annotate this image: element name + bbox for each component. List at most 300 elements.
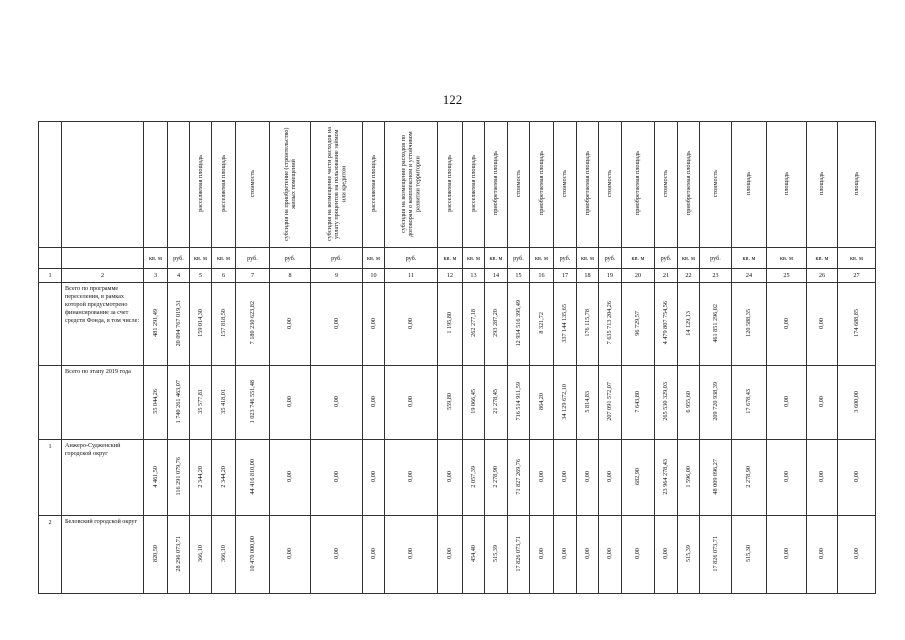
value-text: 12 934 516 395,49 [514, 299, 522, 347]
value-text: 0,00 [407, 317, 415, 329]
value-text: 7 635 713 204,26 [606, 301, 614, 345]
value-cell-col-17 [554, 283, 577, 366]
value-cell-col-24 [732, 516, 767, 594]
value-cell-col-6 [212, 516, 236, 594]
value-text: 3 600,00 [852, 390, 860, 413]
header-label-7: стоимость [248, 169, 256, 198]
unit-cell-5: кв. м [190, 248, 212, 269]
value-cell-col-14 [485, 283, 508, 366]
value-text: 0,00 [286, 396, 294, 407]
header-cell-17 [554, 122, 577, 248]
value-cell-col-8 [270, 440, 311, 516]
value-cell-col-3 [144, 283, 168, 366]
column-number-14: 14 [485, 269, 508, 283]
value-cell-col-27 [838, 366, 876, 440]
value-cell-col-15 [508, 366, 530, 440]
value-cell-col-9 [311, 516, 363, 594]
unit-cell-9: руб. [311, 248, 363, 269]
value-text: 2 278,90 [745, 465, 753, 488]
unit-cell-22: кв. м [678, 248, 700, 269]
column-number-4: 4 [168, 269, 190, 283]
unit-cell-25: кв. м [767, 248, 807, 269]
value-cell-col-25 [767, 283, 807, 366]
column-number-23: 23 [700, 269, 732, 283]
value-text: 159 014,30 [196, 309, 204, 337]
value-cell-col-16 [530, 283, 554, 366]
header-cell-2 [62, 122, 144, 248]
header-label-14: приобретаемая площадь [492, 151, 500, 216]
column-number-11: 11 [385, 269, 438, 283]
value-text: 0,00 [782, 396, 790, 407]
value-cell-col-10 [363, 440, 385, 516]
value-cell-col-27 [838, 440, 876, 516]
value-cell-col-15 [508, 516, 530, 594]
value-cell-col-11 [385, 366, 438, 440]
header-cell-15 [508, 122, 530, 248]
value-cell-col-8 [270, 516, 311, 594]
value-text: 1 023 746 551,48 [248, 379, 256, 424]
column-number-2: 2 [62, 269, 144, 283]
value-text: 0,00 [369, 317, 377, 329]
value-cell-col-7 [236, 440, 270, 516]
value-cell-col-5 [190, 440, 212, 516]
value-text: 0,00 [782, 471, 790, 482]
value-cell-col-24 [732, 283, 767, 366]
value-text: 0,00 [818, 317, 826, 329]
value-cell-col-4 [168, 283, 190, 366]
unit-cell-26: кв. м [807, 248, 838, 269]
row-index: 2 [39, 516, 62, 594]
value-text: 14 129,13 [684, 310, 692, 336]
value-text: 2 057,39 [469, 465, 477, 488]
value-cell-col-22 [678, 283, 700, 366]
value-text: 48 009 096,27 [711, 458, 719, 495]
column-number-8: 8 [270, 269, 311, 283]
row-index [39, 283, 62, 366]
column-number-12: 12 [438, 269, 463, 283]
value-cell-col-13 [463, 366, 485, 440]
header-label-21: стоимость [662, 169, 670, 198]
value-cell-col-5 [190, 516, 212, 594]
header-label-25: площадь [782, 172, 790, 195]
value-cell-col-17 [554, 516, 577, 594]
value-cell-col-14 [485, 440, 508, 516]
value-text: 1 740 261 463,07 [174, 379, 182, 424]
value-text: 337 144 135,65 [561, 303, 569, 343]
value-cell-col-13 [463, 516, 485, 594]
value-cell-col-21 [655, 366, 678, 440]
value-text: 0,00 [852, 471, 860, 482]
header-cell-6 [212, 122, 236, 248]
value-text: 2 344,20 [219, 465, 227, 488]
value-text: 0,00 [782, 317, 790, 329]
unit-cell-23: руб. [700, 248, 732, 269]
value-cell-col-11 [385, 440, 438, 516]
header-label-23: стоимость [711, 169, 719, 198]
value-cell-col-4 [168, 440, 190, 516]
column-number-row [39, 269, 876, 283]
unit-cell-16: кв. м [530, 248, 554, 269]
header-label-15: стоимость [514, 169, 522, 198]
row-name: Анжеро-Судженский городской округ [62, 440, 144, 516]
value-text: 820,50 [151, 544, 159, 562]
value-text: 0,00 [606, 471, 614, 482]
header-label-16: приобретаемая площадь [537, 151, 545, 216]
unit-cell-1 [39, 248, 62, 269]
unit-cell-11: руб. [385, 248, 438, 269]
value-cell-col-9 [311, 440, 363, 516]
value-cell-col-8 [270, 366, 311, 440]
value-text: 0,00 [583, 471, 591, 482]
value-text: 864,20 [537, 392, 545, 410]
unit-cell-20: кв. м [622, 248, 655, 269]
value-cell-col-4 [168, 366, 190, 440]
value-cell-col-24 [732, 440, 767, 516]
unit-cell-15: руб. [508, 248, 530, 269]
value-cell-col-12 [438, 366, 463, 440]
value-text: 4 461,50 [151, 465, 159, 488]
value-text: 28 296 073,71 [174, 535, 182, 572]
header-label-9: субсидия на возмещение части расходов на уплату процентов на пользование займом или кредитом [325, 126, 348, 241]
value-text: 1 596,00 [684, 465, 692, 488]
value-text: 454,40 [469, 544, 477, 562]
value-text: 120 588,35 [745, 309, 753, 337]
header-cell-18 [577, 122, 599, 248]
value-text: 0,00 [782, 548, 790, 559]
value-text: 0,00 [332, 317, 340, 329]
value-text: 515,39 [492, 544, 500, 562]
value-text: 559,80 [446, 392, 454, 410]
header-cell-4 [168, 122, 190, 248]
value-cell-col-7 [236, 516, 270, 594]
column-number-6: 6 [212, 269, 236, 283]
value-cell-col-26 [807, 366, 838, 440]
table-row [39, 366, 876, 440]
value-cell-col-19 [599, 440, 622, 516]
value-text: 0,00 [369, 548, 377, 559]
value-text: 0,00 [369, 471, 377, 482]
value-text: 0,00 [286, 317, 294, 329]
value-text: 35 577,81 [196, 389, 204, 414]
value-text: 293 287,20 [492, 309, 500, 337]
value-text: 174 688,85 [852, 309, 860, 337]
value-cell-col-12 [438, 440, 463, 516]
value-text: 10 470 000,00 [248, 535, 256, 572]
value-text: 5 814,83 [583, 390, 591, 413]
value-text: 0,00 [286, 548, 294, 559]
value-cell-col-27 [838, 516, 876, 594]
header-cell-27 [838, 122, 876, 248]
value-text: 34 129 672,10 [561, 383, 569, 420]
value-text: 7 180 230 623,82 [248, 301, 256, 345]
value-text: 0,00 [634, 548, 642, 559]
value-cell-col-23 [700, 516, 732, 594]
column-number-3: 3 [144, 269, 168, 283]
value-text: 0,00 [818, 548, 826, 559]
value-text: 0,00 [446, 471, 454, 482]
value-text: 0,00 [583, 548, 591, 559]
value-text: 20 094 767 019,31 [174, 299, 182, 347]
value-cell-col-17 [554, 440, 577, 516]
header-label-20: приобретаемая площадь [634, 151, 642, 216]
value-text: 0,00 [537, 471, 545, 482]
value-text: 157 818,50 [219, 309, 227, 337]
header-cell-23 [700, 122, 732, 248]
value-text: 17 678,43 [745, 389, 753, 414]
data-table [38, 121, 876, 594]
header-label-24: площадь [745, 172, 753, 195]
column-number-13: 13 [463, 269, 485, 283]
page-number: 122 [442, 92, 463, 107]
table-row [39, 440, 876, 516]
column-number-15: 15 [508, 269, 530, 283]
value-cell-col-21 [655, 440, 678, 516]
value-cell-col-5 [190, 366, 212, 440]
value-text: 209 720 938,39 [711, 382, 719, 421]
header-label-26: площадь [818, 172, 826, 195]
column-number-24: 24 [732, 269, 767, 283]
value-cell-col-22 [678, 440, 700, 516]
value-cell-col-15 [508, 283, 530, 366]
value-cell-col-10 [363, 516, 385, 594]
value-text: 1 195,80 [446, 312, 454, 334]
header-cell-8 [270, 122, 311, 248]
value-text: 0,00 [446, 548, 454, 559]
value-cell-col-26 [807, 283, 838, 366]
row-index: 1 [39, 440, 62, 516]
value-cell-col-23 [700, 440, 732, 516]
column-number-16: 16 [530, 269, 554, 283]
value-cell-col-13 [463, 283, 485, 366]
value-cell-col-16 [530, 516, 554, 594]
value-cell-col-5 [190, 283, 212, 366]
column-number-26: 26 [807, 269, 838, 283]
header-cell-7 [236, 122, 270, 248]
value-text: 265 530 329,03 [662, 382, 670, 421]
value-text: 0,00 [561, 471, 569, 482]
header-cell-21 [655, 122, 678, 248]
value-text: 35 418,01 [219, 389, 227, 414]
header-label-5: расселяемая площадь [196, 155, 204, 212]
header-cell-11 [385, 122, 438, 248]
value-text: 716 514 911,59 [514, 382, 522, 421]
unit-cell-27: кв. м [838, 248, 876, 269]
unit-cell-8: руб. [270, 248, 311, 269]
header-row [39, 122, 876, 248]
row-name: Беловский городской округ [62, 516, 144, 594]
column-number-17: 17 [554, 269, 577, 283]
value-cell-col-3 [144, 516, 168, 594]
value-text: 6 955,60 [684, 390, 692, 413]
value-text: 4 479 807 754,56 [662, 301, 670, 345]
value-text: 96 729,57 [634, 310, 642, 336]
value-text: 44 416 810,00 [248, 458, 256, 495]
table-row [39, 516, 876, 594]
value-cell-col-10 [363, 283, 385, 366]
value-text: 0,00 [662, 548, 670, 559]
unit-cell-18: кв. м [577, 248, 599, 269]
value-cell-col-7 [236, 283, 270, 366]
value-text: 682,90 [634, 467, 642, 485]
row-name: Всего по программе переселения, в рамках которой предусмотрено финансирование за счет средств Фонда, в том числе: [62, 283, 144, 366]
value-text: 0,00 [818, 396, 826, 407]
value-cell-col-16 [530, 366, 554, 440]
unit-cell-6: кв. м [212, 248, 236, 269]
column-number-27: 27 [838, 269, 876, 283]
value-text: 262 277,18 [469, 309, 477, 337]
row-index [39, 366, 62, 440]
value-text: 0,00 [332, 396, 340, 407]
value-text: 55 044,26 [151, 389, 159, 414]
value-cell-col-13 [463, 440, 485, 516]
value-cell-col-12 [438, 516, 463, 594]
header-label-12: расселяемая площадь [446, 155, 454, 212]
value-text: 0,00 [606, 548, 614, 559]
value-cell-col-8 [270, 283, 311, 366]
value-text: 21 278,45 [492, 389, 500, 414]
value-text: 7 643,80 [634, 390, 642, 413]
value-cell-col-18 [577, 366, 599, 440]
value-text: 366,10 [219, 544, 227, 562]
value-text: 0,00 [852, 548, 860, 559]
value-text: 2 278,90 [492, 465, 500, 488]
value-text: 2 344,20 [196, 465, 204, 488]
value-cell-col-10 [363, 366, 385, 440]
value-cell-col-19 [599, 366, 622, 440]
value-text: 0,00 [561, 548, 569, 559]
value-cell-col-11 [385, 283, 438, 366]
value-text: 0,00 [407, 471, 415, 482]
header-label-18: приобретаемая площадь [583, 151, 591, 216]
header-cell-24 [732, 122, 767, 248]
value-cell-col-27 [838, 283, 876, 366]
value-cell-col-20 [622, 440, 655, 516]
header-cell-19 [599, 122, 622, 248]
value-text: 515,39 [684, 544, 692, 562]
value-cell-col-21 [655, 516, 678, 594]
unit-cell-19: руб. [599, 248, 622, 269]
header-label-8: субсидия на приобретение (строительство) жилых помещений [282, 126, 297, 241]
value-cell-col-4 [168, 516, 190, 594]
value-cell-col-26 [807, 440, 838, 516]
value-cell-col-3 [144, 366, 168, 440]
header-label-22: приобретаемая площадь [684, 151, 692, 216]
value-text: 0,00 [286, 471, 294, 482]
value-cell-col-6 [212, 366, 236, 440]
header-cell-1 [39, 122, 62, 248]
value-text: 0,00 [332, 471, 340, 482]
value-cell-col-23 [700, 283, 732, 366]
value-text: 0,00 [369, 396, 377, 407]
value-cell-col-26 [807, 516, 838, 594]
column-number-18: 18 [577, 269, 599, 283]
value-text: 8 321,72 [537, 312, 545, 334]
value-text: 0,00 [332, 548, 340, 559]
header-label-10: расселяемая площадь [369, 155, 377, 212]
value-cell-col-18 [577, 283, 599, 366]
value-cell-col-20 [622, 283, 655, 366]
value-cell-col-15 [508, 440, 530, 516]
column-number-20: 20 [622, 269, 655, 283]
value-text: 366,10 [196, 544, 204, 562]
row-name: Всего по этапу 2019 года [62, 366, 144, 440]
value-cell-col-22 [678, 366, 700, 440]
header-label-11: субсидия на возмещение расходов по договорам о комплексном и устойчивом развитии территории [400, 130, 422, 237]
value-cell-col-12 [438, 283, 463, 366]
header-cell-12 [438, 122, 463, 248]
value-text: 176 115,78 [583, 309, 591, 337]
value-cell-col-22 [678, 516, 700, 594]
value-cell-col-9 [311, 366, 363, 440]
header-cell-9 [311, 122, 363, 248]
value-text: 116 291 079,76 [174, 457, 182, 496]
header-cell-20 [622, 122, 655, 248]
value-cell-col-20 [622, 366, 655, 440]
column-number-19: 19 [599, 269, 622, 283]
header-cell-16 [530, 122, 554, 248]
value-cell-col-6 [212, 440, 236, 516]
header-cell-5 [190, 122, 212, 248]
value-cell-col-25 [767, 366, 807, 440]
value-text: 0,00 [537, 548, 545, 559]
header-label-27: площадь [852, 172, 860, 195]
header-cell-25 [767, 122, 807, 248]
value-cell-col-7 [236, 366, 270, 440]
value-text: 515,30 [745, 544, 753, 562]
column-number-21: 21 [655, 269, 678, 283]
value-text: 71 827 269,76 [514, 458, 522, 495]
header-label-19: стоимость [606, 169, 614, 198]
value-text: 0,00 [818, 471, 826, 482]
column-number-5: 5 [190, 269, 212, 283]
unit-row [39, 248, 876, 269]
unit-cell-24: кв. м [732, 248, 767, 269]
value-cell-col-18 [577, 516, 599, 594]
value-cell-col-25 [767, 516, 807, 594]
value-text: 207 091 572,07 [606, 382, 614, 421]
unit-cell-3: кв. м [144, 248, 168, 269]
value-cell-col-18 [577, 440, 599, 516]
header-cell-3 [144, 122, 168, 248]
value-text: 0,00 [407, 396, 415, 407]
value-cell-col-3 [144, 440, 168, 516]
value-cell-col-17 [554, 366, 577, 440]
unit-cell-13: кв. м [463, 248, 485, 269]
value-cell-col-19 [599, 283, 622, 366]
header-label-17: стоимость [561, 169, 569, 198]
value-cell-col-23 [700, 366, 732, 440]
value-cell-col-20 [622, 516, 655, 594]
value-cell-col-14 [485, 366, 508, 440]
unit-cell-10: кв. м [363, 248, 385, 269]
value-cell-col-11 [385, 516, 438, 594]
header-label-6: расселяемая площадь [219, 155, 227, 212]
table-row [39, 283, 876, 366]
column-number-22: 22 [678, 269, 700, 283]
unit-cell-7: руб. [236, 248, 270, 269]
value-cell-col-14 [485, 516, 508, 594]
value-text: 17 826 073,71 [711, 535, 719, 572]
unit-cell-2 [62, 248, 144, 269]
value-cell-col-6 [212, 283, 236, 366]
column-number-25: 25 [767, 269, 807, 283]
column-number-1: 1 [39, 269, 62, 283]
header-cell-14 [485, 122, 508, 248]
value-cell-col-21 [655, 283, 678, 366]
value-cell-col-25 [767, 440, 807, 516]
header-label-13: расселяемая площадь [469, 155, 477, 212]
value-text: 461 851 296,02 [711, 303, 719, 343]
